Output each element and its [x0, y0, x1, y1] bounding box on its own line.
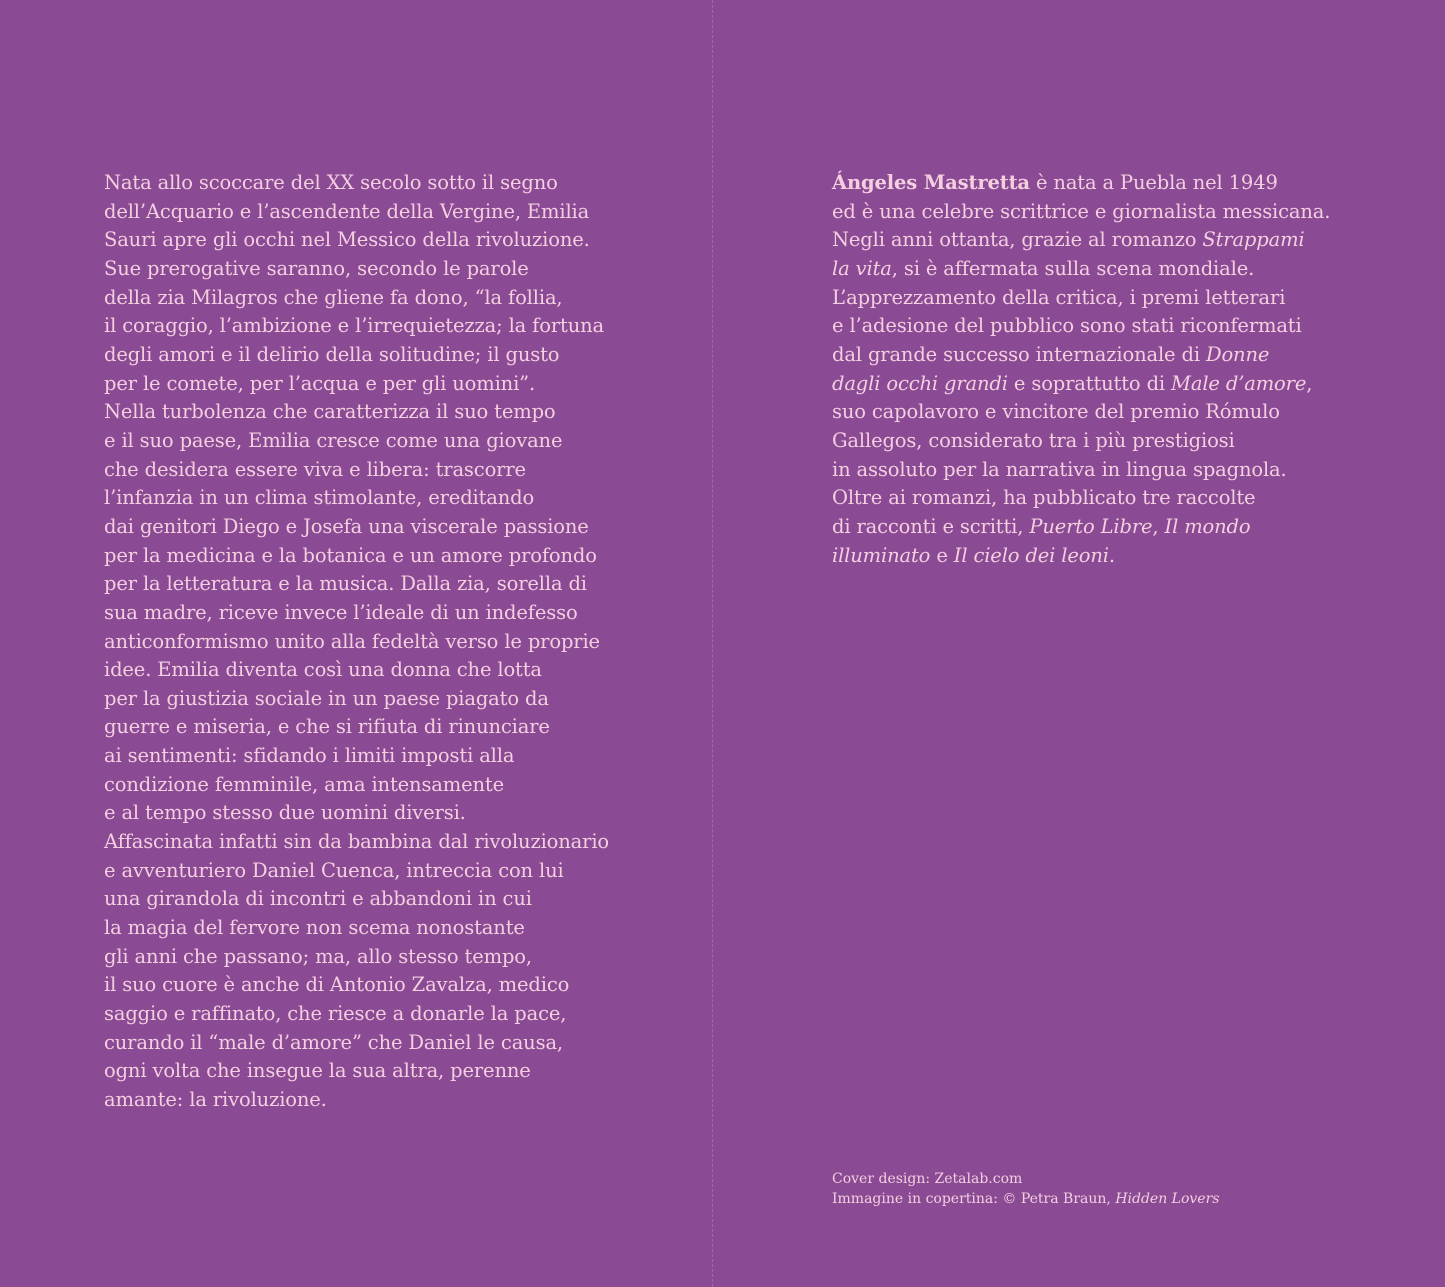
synopsis-line: l’infanzia in un clima stimolante, ereditando [104, 486, 535, 510]
synopsis-line: amante: la rivoluzione. [104, 1088, 327, 1111]
fold-line [712, 0, 713, 1287]
bio-text: in assoluto per la narrativa in lingua spagnola. [832, 457, 1287, 481]
synopsis-line: Nella turbolenza che caratterizza il suo tempo [104, 400, 556, 424]
synopsis-line: la magia del fervore non scema nonostante [104, 916, 525, 940]
synopsis-line: saggio e raffinato, che riesce a donarle la pace, [104, 1002, 567, 1026]
bio-text: suo capolavoro e vincitore del premio Rómulo [832, 400, 1280, 424]
bio-line [832, 169, 1392, 198]
synopsis-line: e il suo paese, Emilia cresce come una giovane [104, 428, 563, 452]
author-bio [832, 169, 1392, 570]
book-title: la vita [832, 256, 892, 280]
bio-text: L’apprezzamento della critica, i premi letterari [832, 285, 1286, 309]
bio-text: . [1108, 543, 1115, 567]
synopsis-line: idee. Emilia diventa così una donna che lotta [104, 658, 542, 682]
synopsis-line: per la giustizia sociale in un paese piagato da [104, 686, 549, 710]
bio-line [832, 542, 1392, 571]
synopsis-line: ogni volta che insegue la sua altra, perenne [104, 1059, 531, 1083]
synopsis-line: dell’Acquario e l’ascendente della Vergine, Emilia [104, 199, 590, 223]
bio-text: e [930, 543, 954, 567]
credits [832, 1169, 1219, 1209]
cover-image-credit [832, 1189, 1219, 1209]
synopsis-line: gli anni che passano; ma, allo stesso tempo, [104, 944, 532, 968]
bio-line [832, 484, 1392, 513]
synopsis-line: guerre e miseria, e che si rifiuta di rinunciare [104, 715, 550, 739]
synopsis-line: il coraggio, l’ambizione e l’irrequietezza; la fortuna [104, 314, 604, 338]
author-name: Ángeles Mastretta [832, 171, 1030, 194]
bio-text: e l’adesione del pubblico sono stati riconfermati [832, 314, 1302, 338]
synopsis-line: dai genitori Diego e Josefa una viscerale passione [104, 514, 589, 538]
synopsis-line: ai sentimenti: sfidando i limiti imposti alla [104, 744, 515, 768]
synopsis-line: una girandola di incontri e abbandoni in cui [104, 887, 532, 911]
book-title: Strappami [1202, 228, 1305, 252]
cover-image-credit-prefix: Immagine in copertina: © Petra Braun, [832, 1191, 1116, 1207]
book-title: illuminato [832, 543, 931, 567]
synopsis-line: e al tempo stesso due uomini diversi. [104, 801, 466, 825]
synopsis-line: Sue prerogative saranno, secondo le parole [104, 256, 529, 280]
bio-text: Oltre ai romanzi, ha pubblicato tre raccolte [832, 486, 1256, 510]
bio-line [832, 198, 1392, 227]
bio-line [832, 513, 1392, 542]
bio-line [832, 255, 1392, 284]
book-title: Il mondo [1164, 514, 1251, 538]
synopsis-line: il suo cuore è anche di Antonio Zavalza, medico [104, 973, 570, 997]
book-title: Male d’amore [1171, 371, 1307, 395]
bio-text: ed è una celebre scrittrice e giornalista messicana. [832, 199, 1331, 223]
synopsis-line: curando il “male d’amore” che Daniel le causa, [104, 1030, 563, 1054]
bio-line [832, 312, 1392, 341]
bio-text: , [1306, 371, 1313, 395]
bio-text: Gallegos, considerato tra i più prestigiosi [832, 428, 1235, 452]
bio-line [832, 226, 1392, 255]
bio-line [832, 370, 1392, 399]
book-title: dagli occhi grandi [832, 371, 1008, 395]
synopsis-line: Nata allo scoccare del XX secolo sotto il segno [104, 171, 558, 194]
synopsis-line: per la letteratura e la musica. Dalla zia, sorella di [104, 572, 587, 596]
bio-text: , [1152, 514, 1165, 538]
bio-text: Negli anni ottanta, grazie al romanzo [832, 228, 1203, 252]
synopsis-line: anticonformismo unito alla fedeltà verso le proprie [104, 629, 600, 653]
bio-text: e soprattutto di [1007, 371, 1172, 395]
book-title: Puerto Libre [1029, 514, 1153, 538]
book-title: Il cielo dei leoni [953, 543, 1109, 567]
synopsis-line: della zia Milagros che gliene fa dono, “la follia, [104, 285, 563, 309]
synopsis-line: condizione femminile, ama intensamente [104, 772, 505, 796]
synopsis-line: per la medicina e la botanica e un amore profondo [104, 543, 597, 567]
cover-image-title: Hidden Lovers [1115, 1191, 1220, 1207]
bio-line [832, 456, 1392, 485]
synopsis-line: sua madre, riceve invece l’ideale di un indefesso [104, 600, 578, 624]
bio-line [832, 398, 1392, 427]
synopsis-line: per le comete, per l’acqua e per gli uomini”. [104, 371, 536, 395]
bio-text: è nata a Puebla nel 1949 [1029, 171, 1278, 194]
bio-text: , si è affermata sulla scena mondiale. [891, 256, 1255, 280]
synopsis-text [104, 169, 664, 1115]
bio-line [832, 341, 1392, 370]
book-title: Donne [1205, 342, 1270, 366]
cover-design-credit: Cover design: Zetalab.com [832, 1171, 1023, 1187]
bio-text: dal grande successo internazionale di [832, 342, 1206, 366]
bio-text: di racconti e scritti, [832, 514, 1030, 538]
synopsis-line: Affascinata infatti sin da bambina dal rivoluzionario [104, 830, 610, 854]
synopsis-line: Sauri apre gli occhi nel Messico della rivoluzione. [104, 228, 590, 252]
bio-line [832, 284, 1392, 313]
synopsis-line: degli amori e il delirio della solitudine; il gusto [104, 342, 560, 366]
synopsis-line: e avventuriero Daniel Cuenca, intreccia con lui [104, 858, 564, 882]
synopsis-line: che desidera essere viva e libera: trascorre [104, 457, 526, 481]
bio-line [832, 427, 1392, 456]
